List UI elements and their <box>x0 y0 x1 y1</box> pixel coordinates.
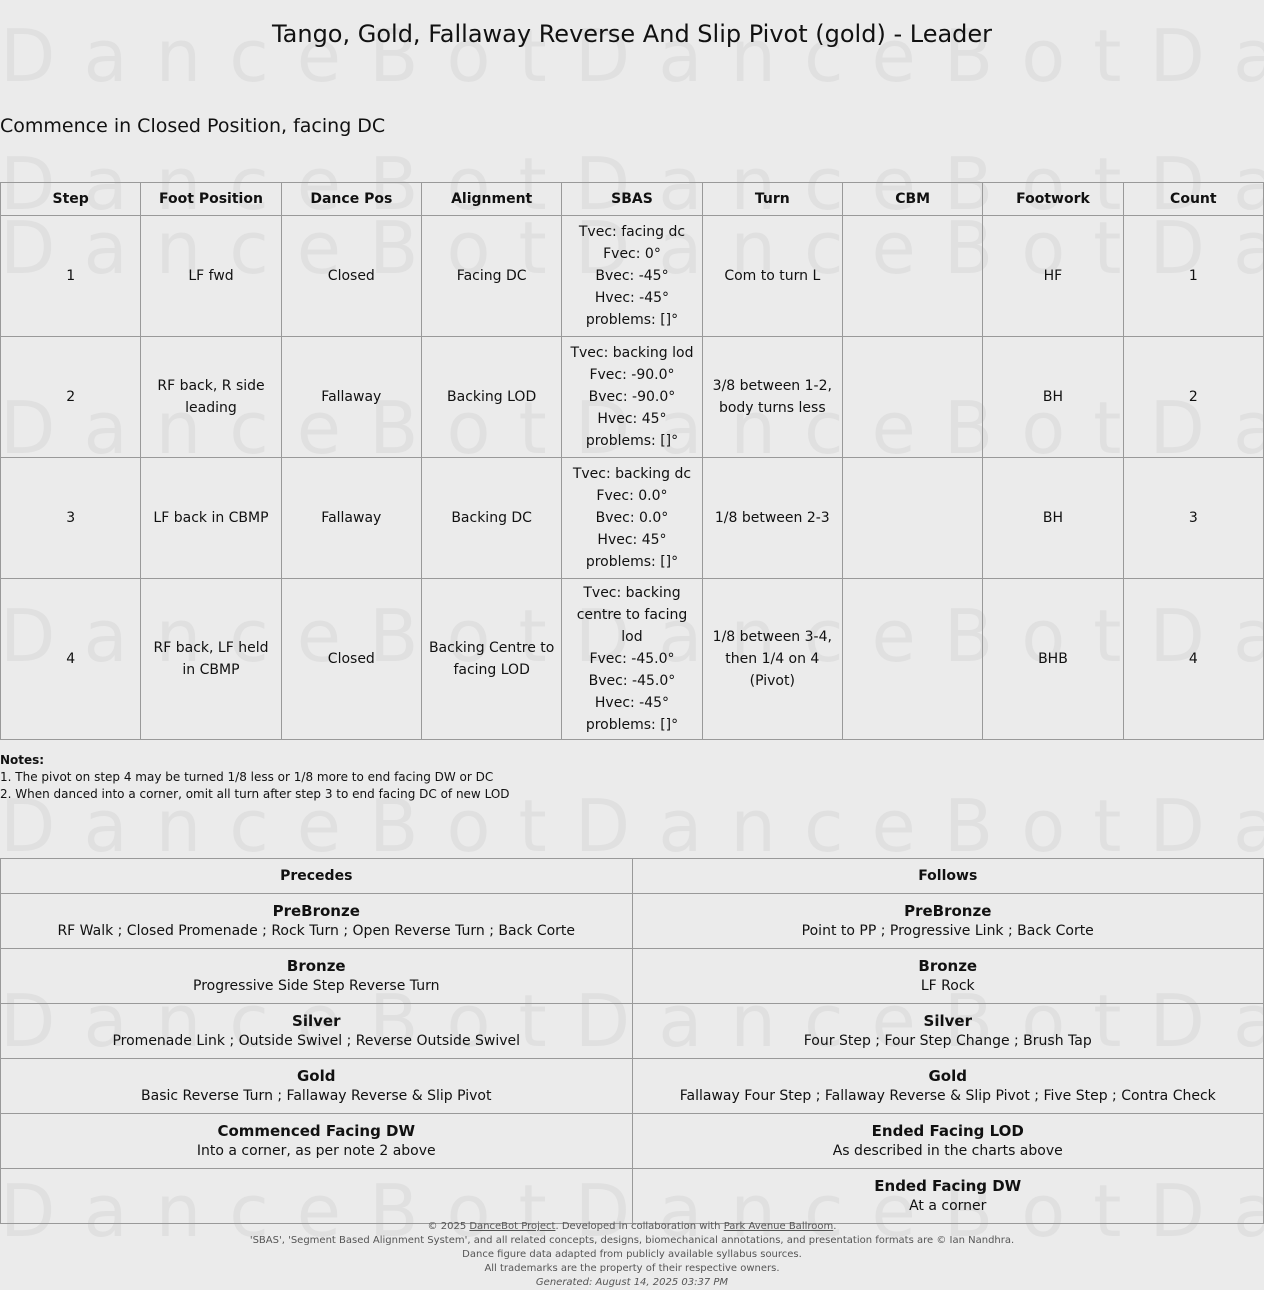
note-item: 1. The pivot on step 4 may be turned 1/8 less or 1/8 more to end facing DW or DC <box>0 770 494 784</box>
level-label: Ended Facing LOD <box>871 1122 1024 1140</box>
sbas-tvec: Tvec: backing lod <box>570 345 694 361</box>
collaboration-text: . Developed in collaboration with <box>555 1221 724 1232</box>
footwork: BH <box>983 337 1123 458</box>
precedes-header: Precedes <box>1 859 633 894</box>
trademark-note: All trademarks are the property of their respective owners. <box>484 1263 780 1274</box>
alignment: Facing DC <box>421 216 561 337</box>
sbas-cell <box>562 216 702 337</box>
count: 4 <box>1123 579 1263 740</box>
sbas-problems: problems: []° <box>585 312 679 328</box>
sbas-fvec: Fvec: -90.0° <box>589 367 675 383</box>
step-number: 2 <box>1 337 141 458</box>
follows-cell <box>632 894 1264 949</box>
dance-pos: Fallaway <box>281 458 421 579</box>
figure-list: Fallaway Four Step ; Fallaway Reverse & Slip Pivot ; Five Step ; Contra Check <box>679 1088 1216 1104</box>
sbas-tvec: Tvec: backing dc <box>572 466 692 482</box>
sbas-hvec: Hvec: -45° <box>594 290 670 306</box>
sbas-hvec: Hvec: 45° <box>597 532 667 548</box>
col-header-sbas: SBAS <box>562 183 702 216</box>
park-avenue-ballroom-link[interactable]: Park Avenue Ballroom <box>723 1221 834 1232</box>
sbas-cell <box>562 579 702 740</box>
col-header-dance-pos: Dance Pos <box>281 183 421 216</box>
turn: 1/8 between 2-3 <box>702 458 842 579</box>
precedes-cell <box>1 894 633 949</box>
col-header-count: Count <box>1123 183 1263 216</box>
figure-list: Into a corner, as per note 2 above <box>196 1143 436 1159</box>
table-row <box>1 894 1264 949</box>
level-label: Commenced Facing DW <box>217 1122 416 1140</box>
foot-position: RF back, LF held in CBMP <box>141 579 281 740</box>
figure-list: At a corner <box>909 1198 987 1214</box>
table-row <box>1 216 1264 337</box>
relations-header-row <box>1 859 1264 894</box>
table-row <box>1 949 1264 1004</box>
level-label: Bronze <box>286 957 346 975</box>
sbas-cell <box>562 458 702 579</box>
dancebot-project-link[interactable]: DanceBot Project <box>469 1221 556 1232</box>
precedes-cell <box>1 1004 633 1059</box>
sbas-problems: problems: []° <box>585 717 679 733</box>
table-row <box>1 579 1264 740</box>
footwork: BHB <box>983 579 1123 740</box>
foot-position: LF fwd <box>141 216 281 337</box>
cbm <box>842 216 982 337</box>
alignment: Backing DC <box>421 458 561 579</box>
table-row <box>1 458 1264 579</box>
table-row <box>1 1114 1264 1169</box>
steps-table <box>0 182 1264 740</box>
note-item: 2. When danced into a corner, omit all turn after step 3 to end facing DC of new LOD <box>0 787 510 801</box>
table-row <box>1 1169 1264 1224</box>
figure-list: As described in the charts above <box>832 1143 1063 1159</box>
precedes-cell <box>1 1059 633 1114</box>
level-label: Gold <box>297 1067 336 1085</box>
foot-position: LF back in CBMP <box>141 458 281 579</box>
copyright-line <box>0 1220 1264 1234</box>
figure-list: Promenade Link ; Outside Swivel ; Reverse Outside Swivel <box>112 1033 521 1049</box>
alignment: Backing Centre to facing LOD <box>421 579 561 740</box>
sbas-hvec: Hvec: 45° <box>597 411 667 427</box>
count: 2 <box>1123 337 1263 458</box>
footer <box>0 1220 1264 1290</box>
figure-list: Progressive Side Step Reverse Turn <box>193 978 440 994</box>
col-header-step: Step <box>1 183 141 216</box>
cbm <box>842 337 982 458</box>
turn: Com to turn L <box>702 216 842 337</box>
sbas-bvec: Bvec: 0.0° <box>595 510 669 526</box>
step-number: 4 <box>1 579 141 740</box>
precedes-follows-table <box>0 858 1264 1224</box>
figure-list: Four Step ; Four Step Change ; Brush Tap <box>803 1033 1092 1049</box>
step-number: 1 <box>1 216 141 337</box>
col-header-footwork: Footwork <box>983 183 1123 216</box>
generated-timestamp: Generated: August 14, 2025 03:37 PM <box>535 1277 729 1288</box>
turn: 3/8 between 1-2, body turns less <box>702 337 842 458</box>
sbas-tvec: Tvec: facing dc <box>578 224 686 240</box>
sbas-bvec: Bvec: -45.0° <box>588 673 676 689</box>
follows-cell <box>632 949 1264 1004</box>
sbas-problems: problems: []° <box>585 433 679 449</box>
sbas-hvec: Hvec: -45° <box>594 695 670 711</box>
count: 3 <box>1123 458 1263 579</box>
sbas-bvec: Bvec: -45° <box>595 268 669 284</box>
notes-label: Notes: <box>0 753 45 767</box>
level-label: Ended Facing DW <box>874 1177 1022 1195</box>
sbas-copyright: 'SBAS', 'Segment Based Alignment System', and all related concepts, designs, biomechanical annotations, and presentation formats are © Ian Nandhra. <box>249 1235 1015 1246</box>
notes-section <box>0 752 510 803</box>
col-header-turn: Turn <box>702 183 842 216</box>
footwork: HF <box>983 216 1123 337</box>
follows-header: Follows <box>632 859 1264 894</box>
follows-cell <box>632 1169 1264 1224</box>
col-header-cbm: CBM <box>842 183 982 216</box>
precedes-cell <box>1 1114 633 1169</box>
level-label: PreBronze <box>904 902 992 920</box>
commence-heading: Commence in Closed Position, facing DC <box>0 115 386 137</box>
dance-pos: Closed <box>281 579 421 740</box>
foot-position: RF back, R side leading <box>141 337 281 458</box>
sbas-bvec: Bvec: -90.0° <box>588 389 676 405</box>
precedes-cell <box>1 1169 633 1224</box>
count: 1 <box>1123 216 1263 337</box>
sbas-tvec: Tvec: backing centre to facing lod <box>576 585 688 645</box>
footwork: BH <box>983 458 1123 579</box>
sbas-fvec: Fvec: -45.0° <box>589 651 675 667</box>
sbas-cell <box>562 337 702 458</box>
follows-cell <box>632 1114 1264 1169</box>
copyright-text: © 2025 <box>427 1221 470 1232</box>
sbas-fvec: Fvec: 0° <box>603 246 661 262</box>
level-label: Silver <box>292 1012 341 1030</box>
follows-cell <box>632 1059 1264 1114</box>
figure-list: RF Walk ; Closed Promenade ; Rock Turn ; Open Reverse Turn ; Back Corte <box>57 923 576 939</box>
follows-cell <box>632 1004 1264 1059</box>
level-label: Silver <box>923 1012 972 1030</box>
col-header-foot-position: Foot Position <box>141 183 281 216</box>
table-row <box>1 1004 1264 1059</box>
sbas-problems: problems: []° <box>585 554 679 570</box>
page-title: Tango, Gold, Fallaway Reverse And Slip Pivot (gold) - Leader <box>271 20 993 48</box>
cbm <box>842 579 982 740</box>
sbas-fvec: Fvec: 0.0° <box>596 488 668 504</box>
level-label: Gold <box>928 1067 967 1085</box>
figure-list: Point to PP ; Progressive Link ; Back Corte <box>801 923 1094 939</box>
step-number: 3 <box>1 458 141 579</box>
data-source-note: Dance figure data adapted from publicly available syllabus sources. <box>462 1249 802 1260</box>
period-text: . <box>833 1221 837 1232</box>
steps-header-row <box>1 183 1264 216</box>
level-label: PreBronze <box>272 902 360 920</box>
figure-list: Basic Reverse Turn ; Fallaway Reverse & Slip Pivot <box>141 1088 492 1104</box>
col-header-alignment: Alignment <box>421 183 561 216</box>
alignment: Backing LOD <box>421 337 561 458</box>
precedes-cell <box>1 949 633 1004</box>
dance-pos: Closed <box>281 216 421 337</box>
table-row <box>1 337 1264 458</box>
dance-pos: Fallaway <box>281 337 421 458</box>
table-row <box>1 1059 1264 1114</box>
figure-list: LF Rock <box>920 978 975 994</box>
turn: 1/8 between 3-4, then 1/4 on 4 (Pivot) <box>702 579 842 740</box>
cbm <box>842 458 982 579</box>
level-label: Bronze <box>918 957 978 975</box>
